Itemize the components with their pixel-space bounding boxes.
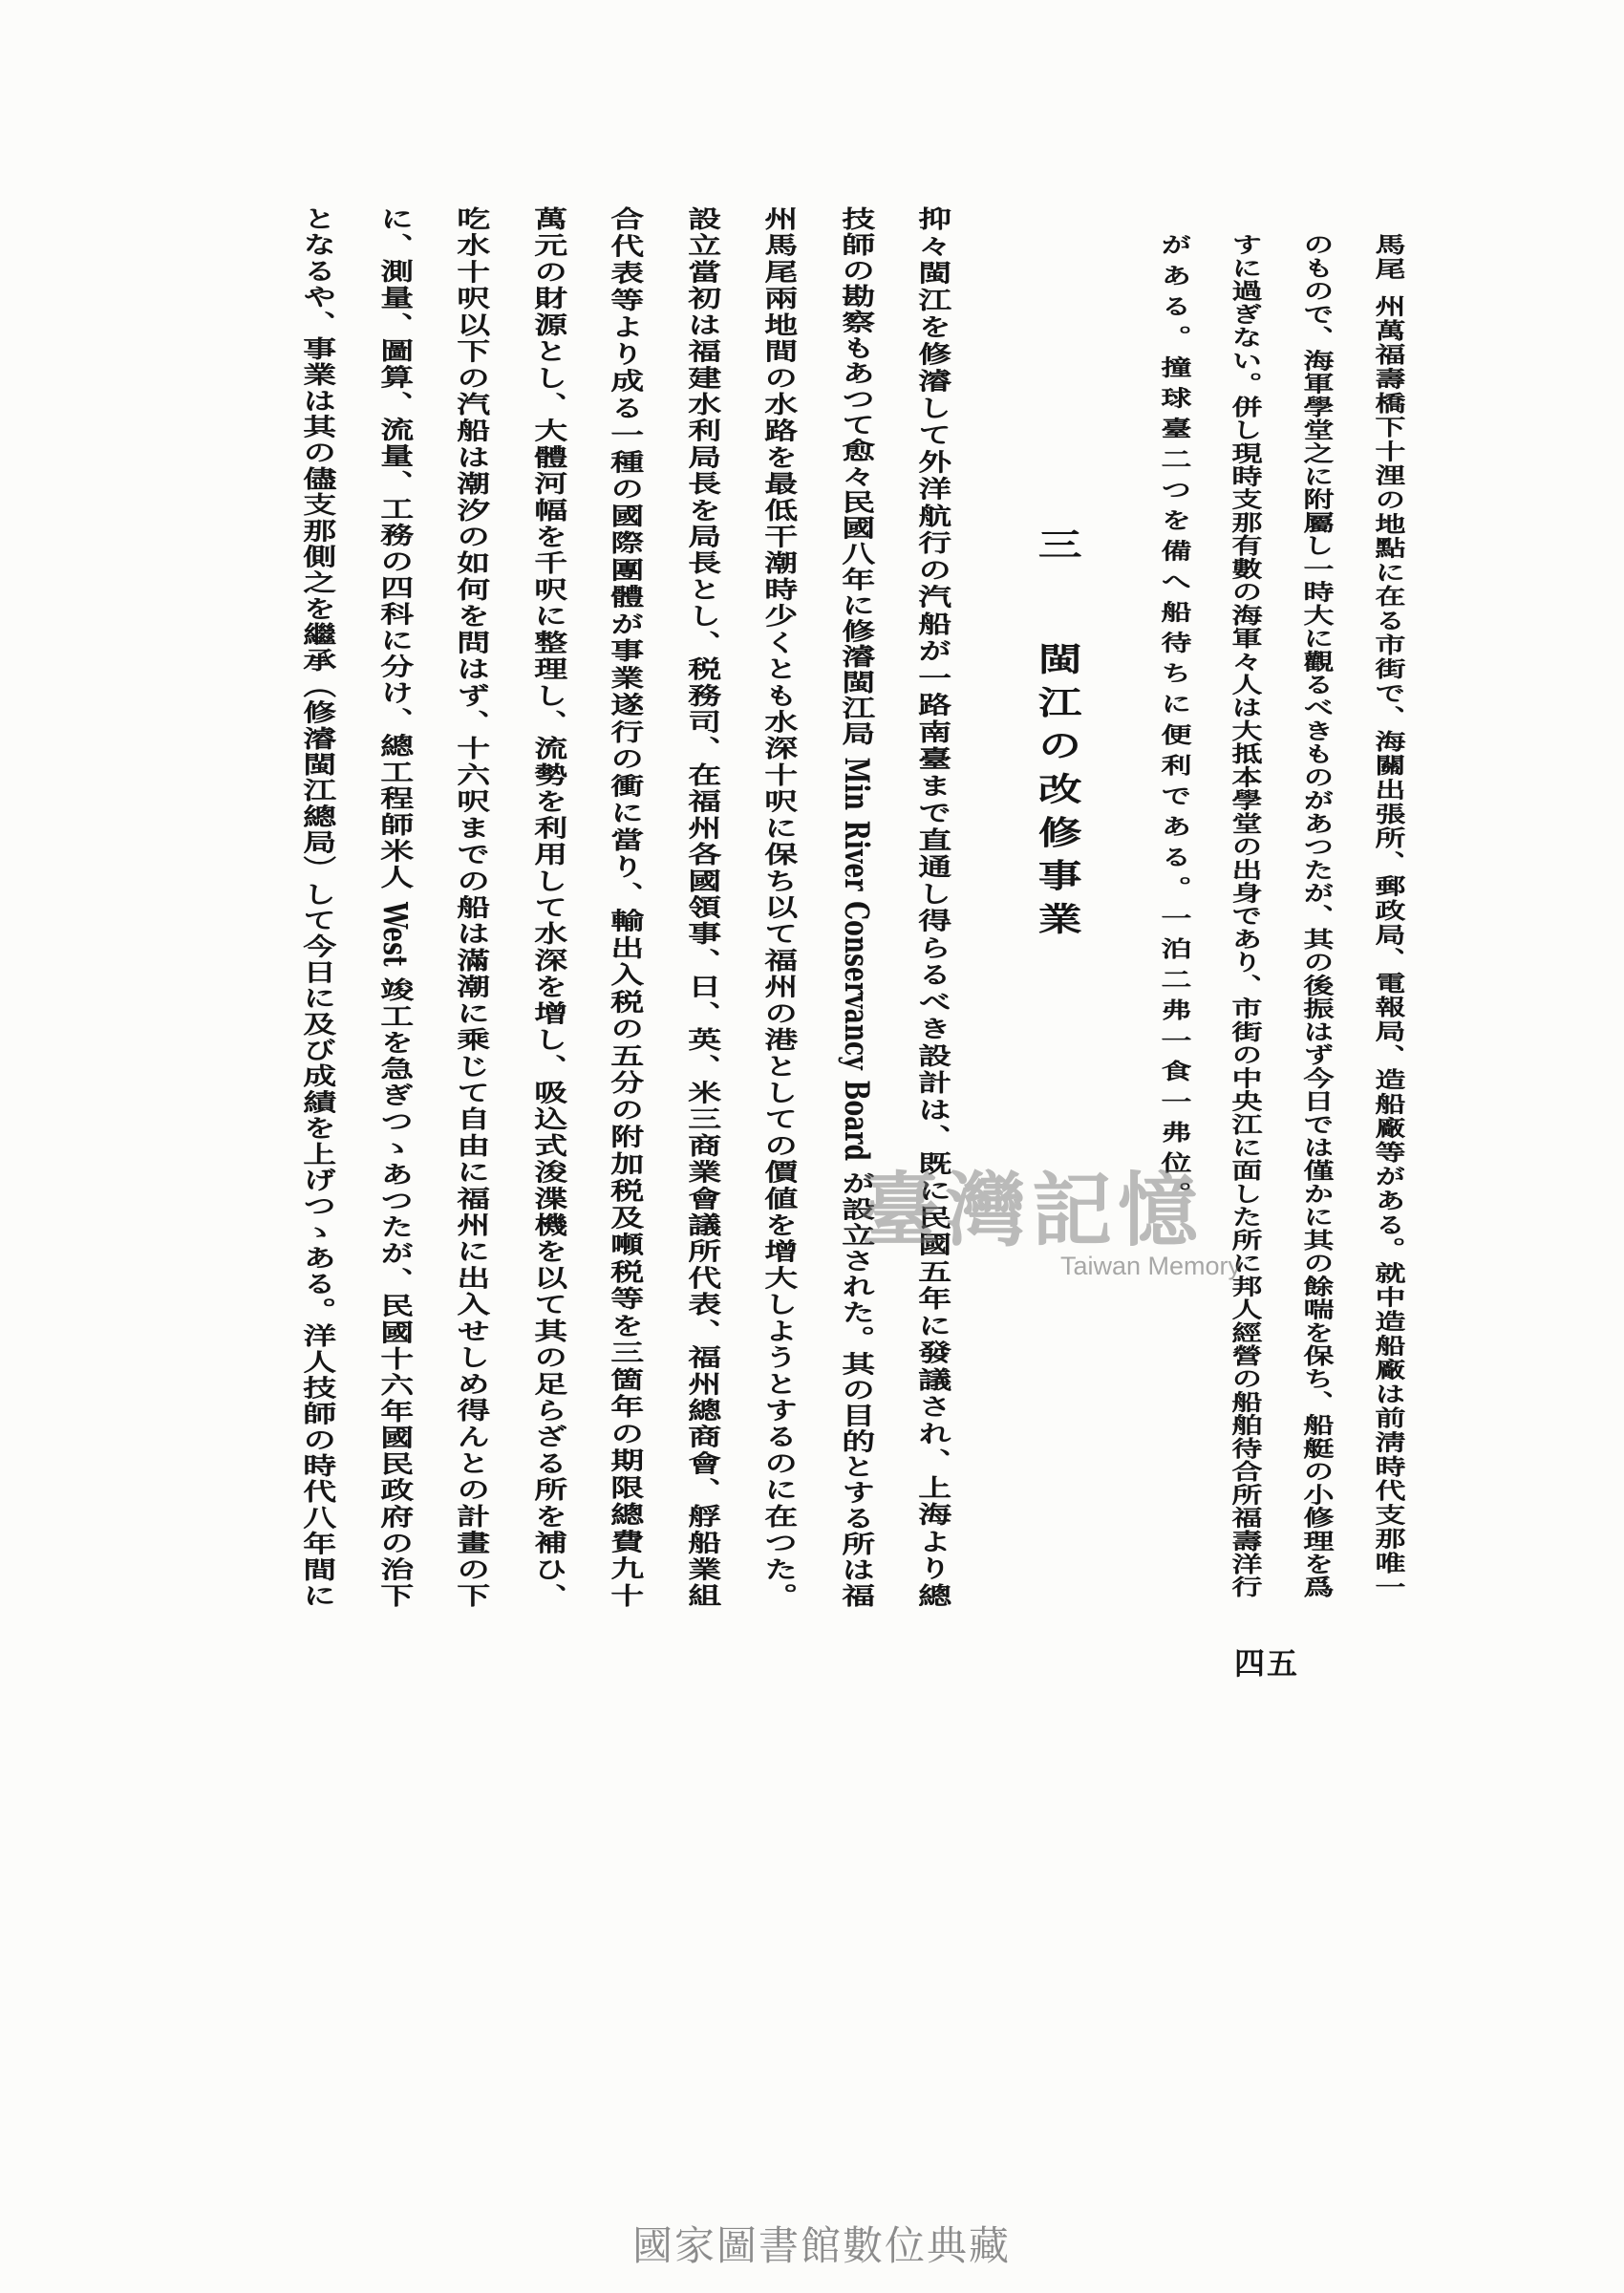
section-number: 三 <box>1030 527 1081 560</box>
text-column: 萬元の財源とし、大體河幅を千呎に整理し、流勢を利用して水深を增し、吸込式浚渫機を以て其の足らざる所を補ひ、 <box>529 206 568 1608</box>
text-column: 抑々閩江を修濬して外洋航行の汽船が一路南臺まで直通し得らるべき設計は、既に民國五年に發議され、上海より總 <box>913 206 952 1607</box>
column-text: 州萬福壽橋下十浬の地點に在る市街で、海關出張所、郵政局、電報局、造船廠等がある。就中造船廠は前淸時代支那唯一 <box>1369 294 1406 1598</box>
text-column: 吃水十呎以下の汽船は潮汐の如何を問はず、十六呎までの船は滿潮に乘じて自由に福州に出入せしめ得んとの計畫の下 <box>452 206 491 1608</box>
text-column: 合代表等より成る一種の國際團體が事業遂行の衝に當り、輸出入税の五分の附加税及噸税等を三箇年の期限總費九十 <box>606 206 645 1607</box>
text-column: に、測量、圖算、流量、工務の四科に分け、總工程師米人 West 竣工を急ぎつゝあつたが、民國十六年國民政府の治下 <box>375 206 415 1607</box>
page-number: 四五 <box>1234 1645 1300 1682</box>
text-column: となるや、事業は其の儘支那側之を繼承（修濬閩江總局）して今日に及び成績を上げつゝある。洋人技師の時代八年間に <box>298 206 337 1607</box>
text-column: 州馬尾兩地間の水路を最低干潮時少くとも水深十呎に保ち以て福州の港としての價値を增大しようとするのに在つた。 <box>759 206 799 1608</box>
text-column: 技師の勘察もあつて愈々民國八年に修濬閩江局 Min River Conservancy Board が設立された。其の目的とする所は福 <box>837 206 876 1607</box>
section-title: 閩江の改修事業 <box>1030 642 1081 934</box>
text-column: のもので、海軍學堂之に附屬し一時大に觀るべきものがあつたが、其の後振はず今日では僅かに其の餘喘を保ち、船艇の小修理を爲 <box>1297 233 1335 1597</box>
source-credit: 國家圖書館數位典藏 <box>631 2222 1011 2269</box>
text-column <box>1366 233 1409 1597</box>
watermark-logo-text: 臺灣記憶 <box>860 1163 1205 1257</box>
text-column: すに過ぎない。併し現時支那有數の海軍々人は大抵本學堂の出身であり、市街の中央江に面した所に邦人經營の船舶待合所福壽洋行 <box>1226 233 1263 1597</box>
text-column: がある。撞球臺二つを備へ船待ちに便利である。一泊二弗一食一弗位。 <box>1155 233 1192 1204</box>
watermark-subtitle: Taiwan Memory <box>1060 1252 1242 1280</box>
text-column: 設立當初は福建水利局長を局長とし、税務司、在福州各國領事、日、英、米三商業會議所代表、福州總商會、艀船業組 <box>683 206 722 1607</box>
entry-title: 馬尾 <box>1369 233 1406 282</box>
